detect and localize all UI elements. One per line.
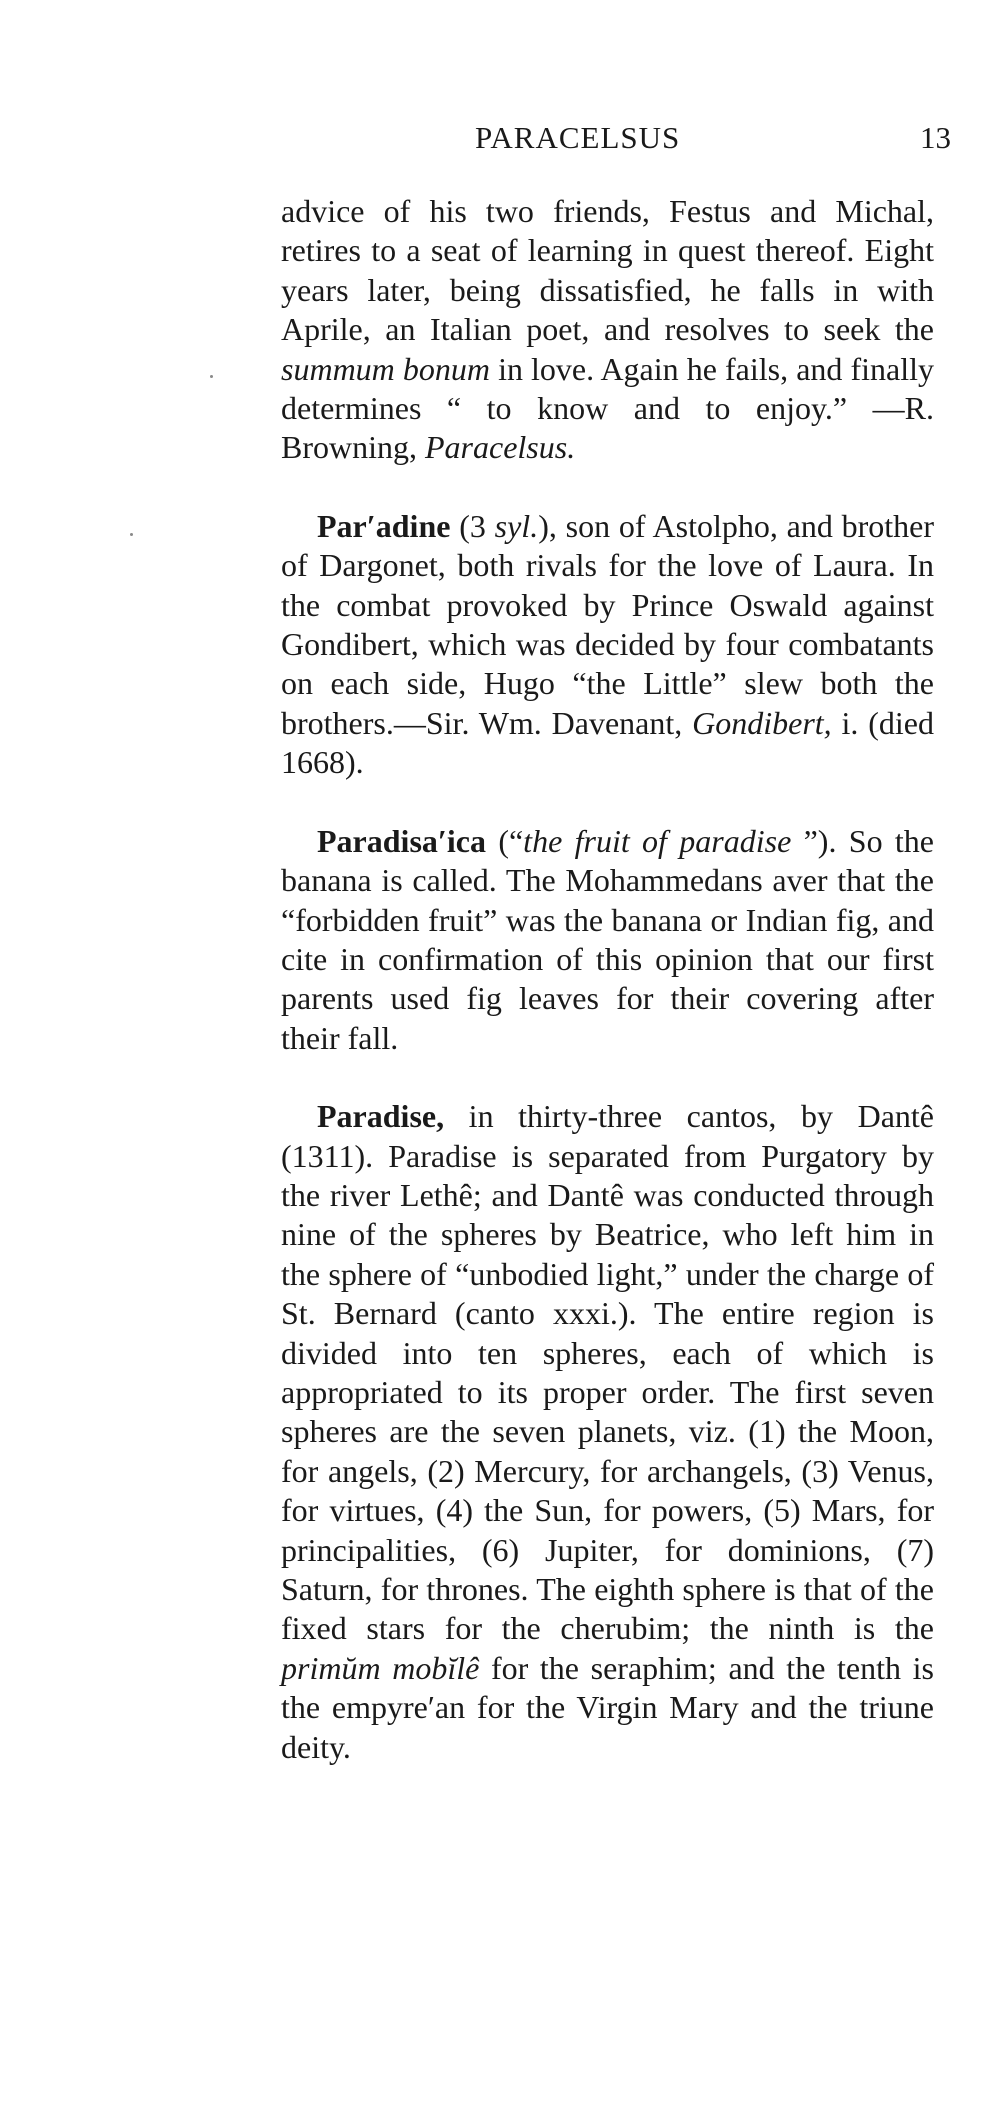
- entry-paradise: [281, 1097, 934, 1767]
- margin-speck: [130, 533, 133, 536]
- entry-text: advice of his two friends, Festus and Michal, retires to a seat of learning in quest thereof. Eight years later, being dissatisfied, he falls in with Aprile, an Italian poet, and resolves to seek the: [281, 193, 934, 348]
- entry-text: (“: [485, 822, 524, 859]
- text-column: [281, 192, 934, 1806]
- entry-headword: Par′adine: [317, 507, 451, 544]
- entry-italic: Paracelsus.: [425, 429, 576, 466]
- entry-text: (3: [450, 507, 495, 544]
- entry-italic: Gondibert,: [692, 704, 832, 741]
- entry-paracelsus-continuation: [281, 192, 934, 468]
- entry-italic: summum bonum: [281, 350, 490, 387]
- entry-headword: Paradise,: [317, 1098, 445, 1135]
- entry-text: ”). So the banana is called. The Mohammedans aver that the “forbidden fruit” was the banana or Indian fig, and cite in confirmation of this opinion that our first parents used fig leaves for their covering after their fall.: [281, 822, 934, 1056]
- entry-paradine: [281, 507, 934, 783]
- entry-text: in love. Again he fails, and finally determines “ to know and to enjoy.” —R. Browning,: [281, 350, 935, 466]
- entry-italic: the fruit of paradise: [523, 822, 792, 859]
- entry-italic: primŭm mobĭlê: [281, 1649, 480, 1686]
- entry-text: i. (died 1668).: [281, 704, 935, 781]
- entry-italic: syl.: [494, 507, 539, 544]
- running-head: PARACELSUS: [475, 120, 681, 155]
- entry-headword: Paradisa′ica: [317, 822, 486, 859]
- entry-text: ), son of Astolpho, and brother of Dargonet, both rivals for the love of Laura. In the combat provoked by Prince Oswald against Gondibert, which was decided by four combatants on each side, Hugo “the Little” slew both the brothers.—Sir. Wm. Davenant,: [281, 507, 935, 741]
- page-number: 13: [920, 120, 951, 155]
- entry-text: in thirty-three cantos, by Dantê (1311). Paradise is separated from Purgatory by the river Lethê; and Dantê was conducted through nine of the spheres by Beatrice, who left him in the sphere of “unbodied light,” under the charge of St. Bernard (canto xxxi.). The entire region is divided into ten spheres, each of which is appropriated to its proper order. The first seven spheres are the seven planets, viz. (1) the Moon, for angels, (2) Mercury, for archangels, (3) Venus, for virtues, (4) the Sun, for powers, (5) Mars, for principalities, (6) Jupiter, for dominions, (7) Saturn, for thrones. The eighth sphere is that of the fixed stars for the cherubim; the ninth is the: [281, 1098, 934, 1647]
- entry-paradisaica: [281, 822, 934, 1058]
- margin-speck: [210, 375, 213, 378]
- entry-text: for the seraphim; and the tenth is the empyre′an for the Virgin Mary and the triune deity.: [281, 1649, 934, 1765]
